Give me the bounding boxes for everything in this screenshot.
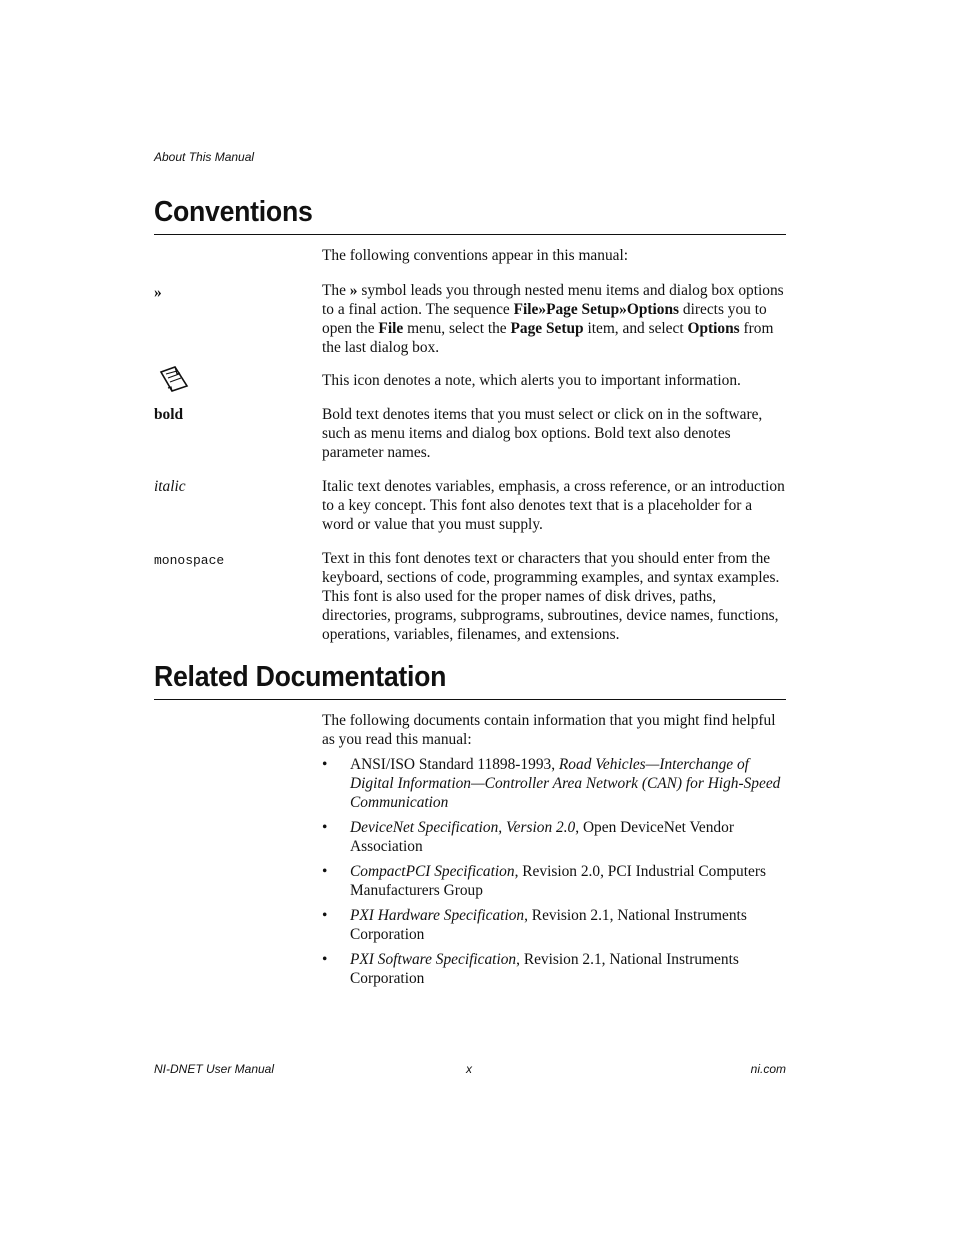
list-item: • ANSI/ISO Standard 11898-1993, Road Vehicles—Interchange of Digital Information—Controller Area Network (CAN) for High-Speed Communication xyxy=(322,756,781,811)
list-item: • DeviceNet Specification, Version 2.0, Open DeviceNet Vendor Association xyxy=(322,819,734,855)
related-doc-list xyxy=(322,755,786,994)
footer-manual-title: NI-DNET User Manual xyxy=(154,1062,275,1076)
bullet-icon: • xyxy=(322,863,328,880)
bullet-icon: • xyxy=(322,951,328,968)
related-rule xyxy=(154,699,786,700)
bold-description: Bold text denotes items that you must select or click on in the software, such as menu items and dialog box options. Bold text also denotes parameter names. xyxy=(322,406,763,461)
footer-page-number: x xyxy=(466,1062,472,1076)
bullet-icon: • xyxy=(322,756,328,773)
italic-description: Italic text denotes variables, emphasis, a cross reference, or an introduction to a key concept. This font also denotes text that is a placeholder for a word or value that you must supply. xyxy=(322,478,785,533)
term-arrow: » xyxy=(154,284,162,301)
term-italic: italic xyxy=(154,478,186,495)
note-icon xyxy=(158,364,190,394)
bullet-icon: • xyxy=(322,819,328,836)
conventions-heading: Conventions xyxy=(154,196,313,228)
arrow-description: The » symbol leads you through nested menu items and dialog box options to a final action. The sequence File»Page Setup»Options directs you to open the File menu, select the Page Setup item, and select Options from the last dialog box. xyxy=(322,282,784,356)
note-description: This icon denotes a note, which alerts you to important information. xyxy=(322,372,741,389)
monospace-description: Text in this font denotes text or characters that you should enter from the keyboard, sections of code, programming examples, and syntax examples. This font is also used for the proper names of disk drives, paths, directories, programs, subprograms, subroutines, device names, functions, operations, variables, filenames, and extensions. xyxy=(322,550,780,643)
term-monospace: monospace xyxy=(154,553,225,568)
related-heading: Related Documentation xyxy=(154,661,447,693)
term-bold: bold xyxy=(154,406,184,423)
conventions-intro: The following conventions appear in this manual: xyxy=(322,247,629,264)
footer-website: ni.com xyxy=(750,1062,786,1076)
list-item: • CompactPCI Specification, Revision 2.0, PCI Industrial Computers Manufacturers Group xyxy=(322,863,766,899)
list-item: • PXI Hardware Specification, Revision 2.1, National Instruments Corporation xyxy=(322,907,747,943)
bullet-icon: • xyxy=(322,907,328,924)
list-item: • PXI Software Specification, Revision 2.1, National Instruments Corporation xyxy=(322,951,739,987)
conventions-rule xyxy=(154,234,786,235)
running-header: About This Manual xyxy=(154,150,255,164)
related-intro: The following documents contain information that you might find helpful as you read this manual: xyxy=(322,712,776,748)
